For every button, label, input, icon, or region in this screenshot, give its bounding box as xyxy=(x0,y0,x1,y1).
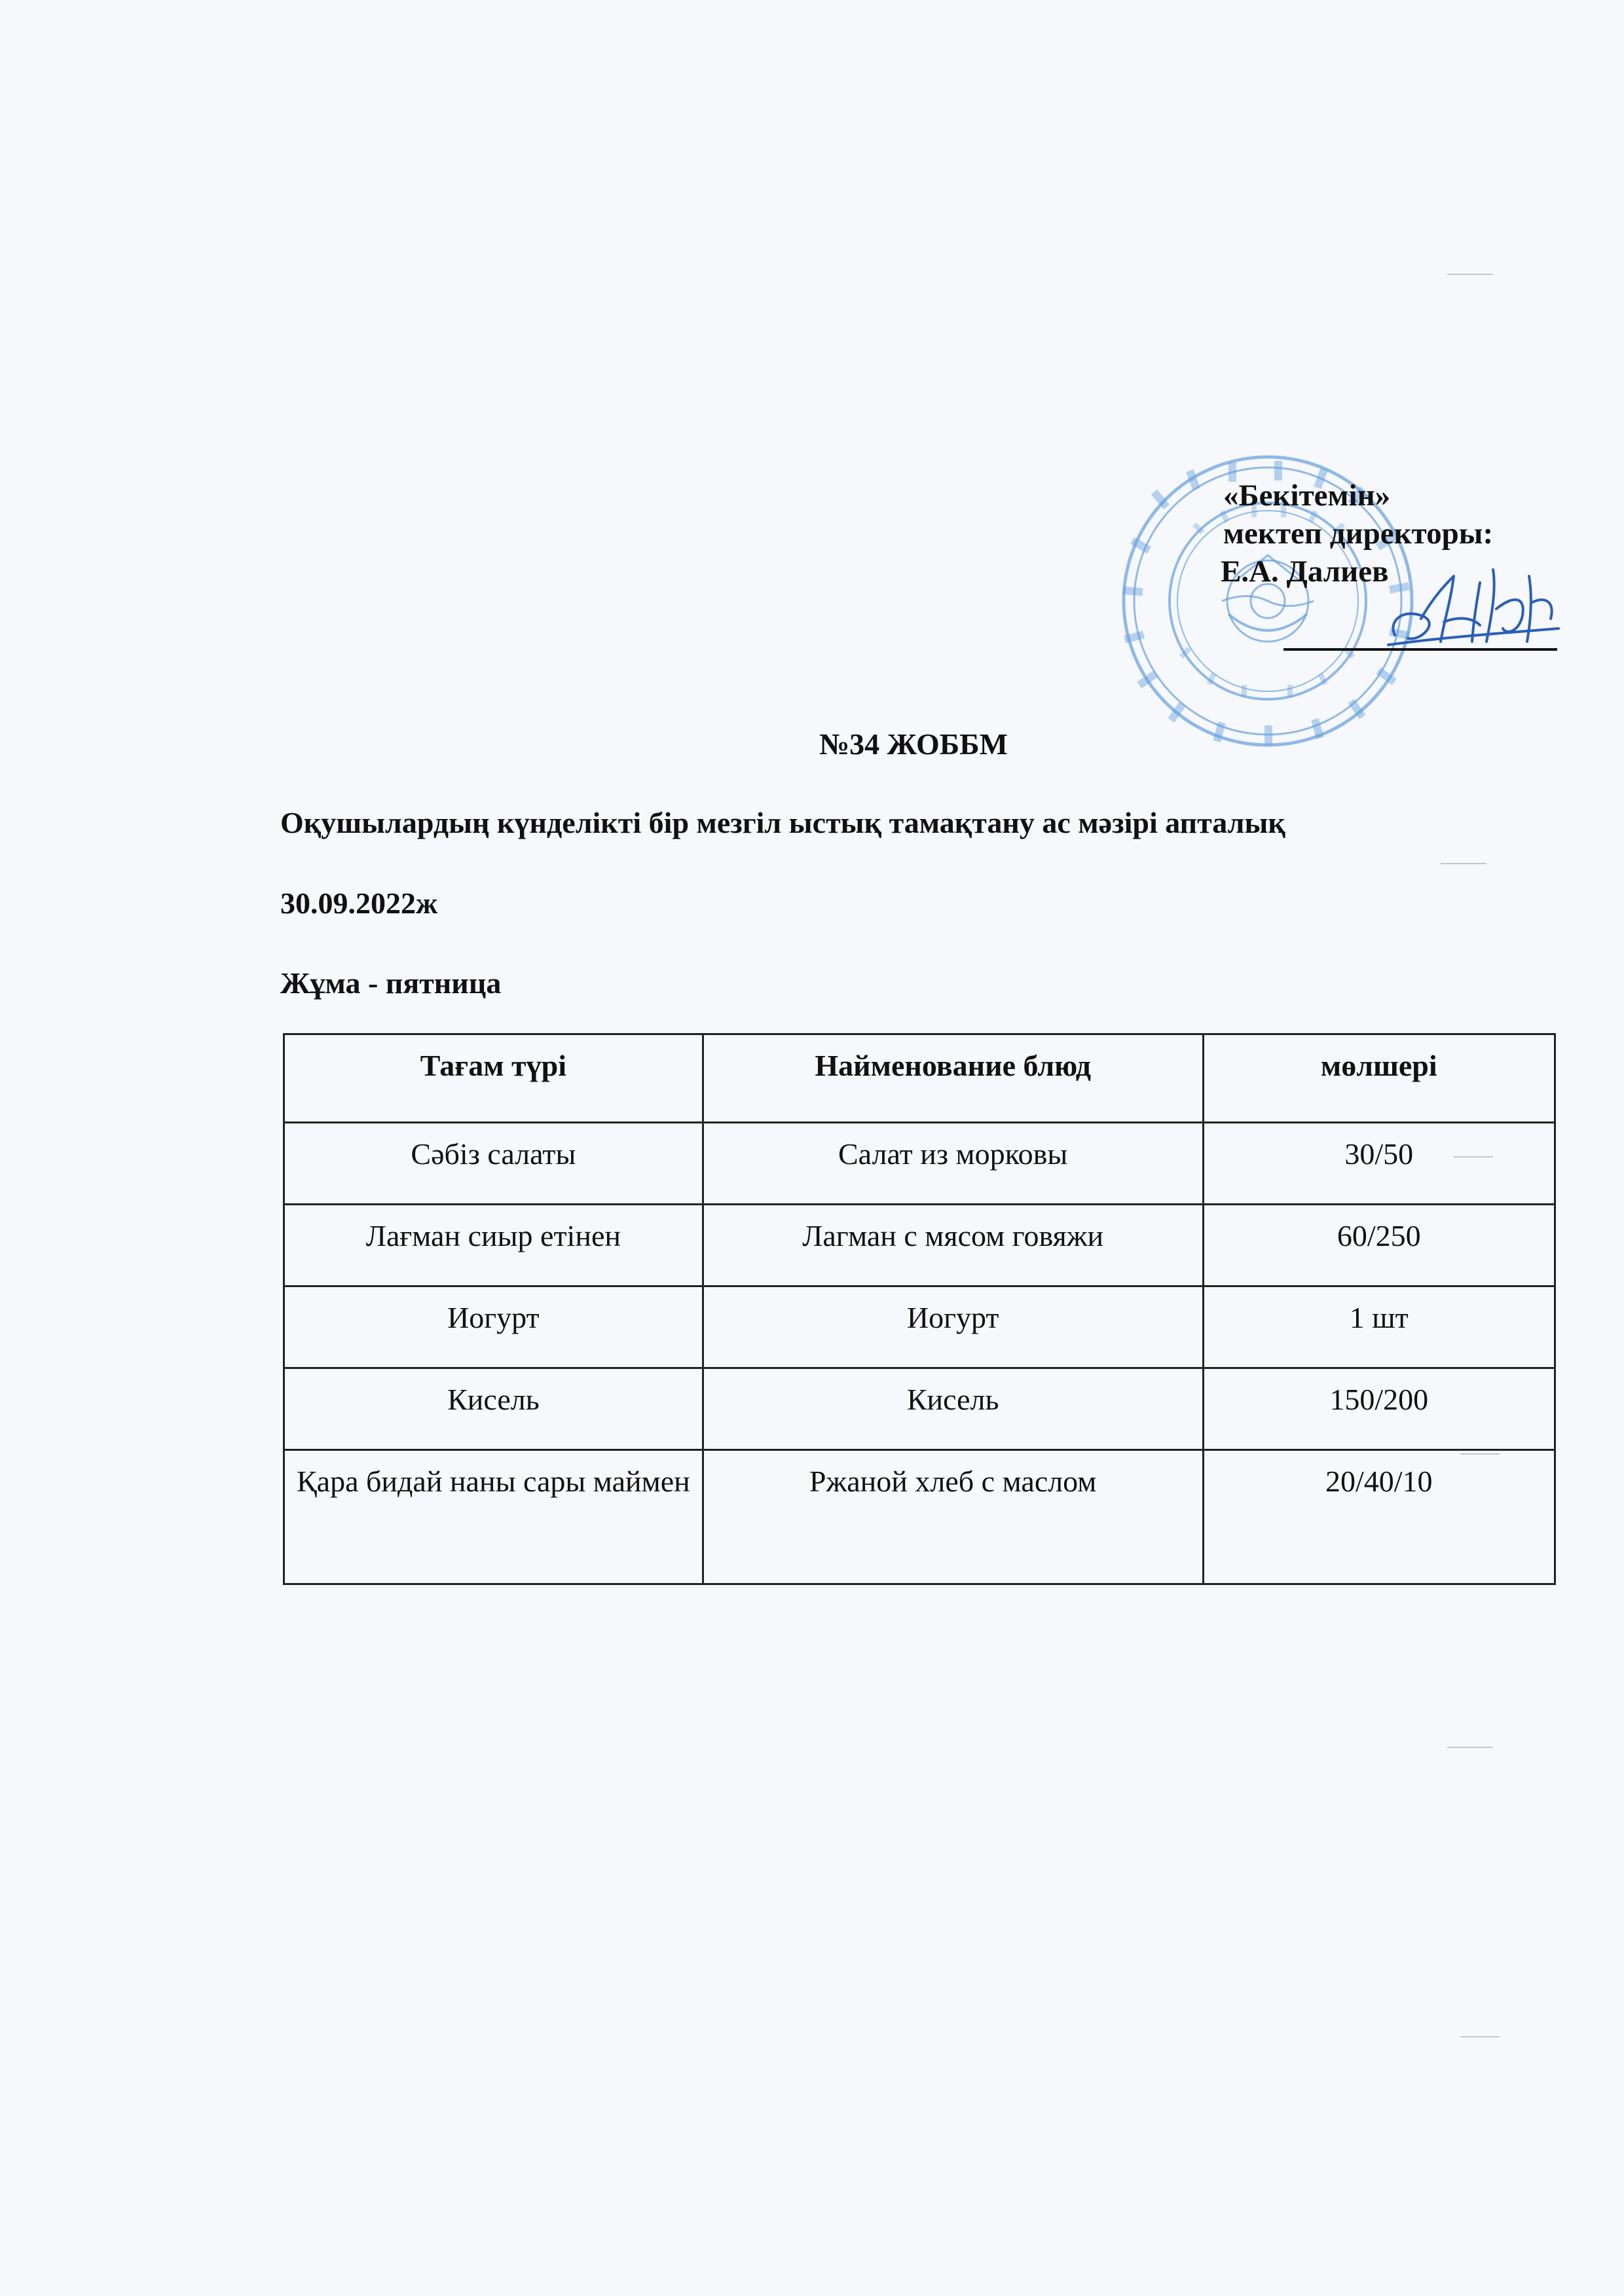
cell-dish-name: Ржаной хлеб с маслом xyxy=(703,1450,1203,1584)
table-row xyxy=(284,1286,1555,1368)
handwritten-signature xyxy=(1382,556,1565,655)
menu-day: Жұма - пятница xyxy=(280,966,502,1000)
table-header-row xyxy=(284,1034,1555,1123)
table-row xyxy=(284,1450,1555,1584)
menu-title: Оқушылардың күнделікті бір мезгіл ыстық тамақтану ас мәзірі апталық xyxy=(280,806,1285,839)
cell-dish-name: Кисель xyxy=(703,1368,1203,1450)
cell-dish-name: Иогурт xyxy=(703,1286,1203,1368)
cell-portion: 30/50 xyxy=(1203,1123,1555,1205)
cell-dish-name: Лагман с мясом говяжи xyxy=(703,1205,1203,1286)
table-row xyxy=(284,1123,1555,1205)
table-row xyxy=(284,1368,1555,1450)
cell-dish-name: Салат из морковы xyxy=(703,1123,1203,1205)
header-portion: мөлшері xyxy=(1203,1034,1555,1123)
cell-dish-type: Кисель xyxy=(284,1368,703,1450)
scan-speck xyxy=(1447,274,1493,275)
header-dish-name: Найменование блюд xyxy=(703,1034,1203,1123)
school-name: №34 ЖОББМ xyxy=(819,727,1008,761)
menu-table xyxy=(283,1033,1556,1585)
scan-speck xyxy=(1441,863,1486,864)
cell-dish-type: Қара бидай наны сары маймен xyxy=(284,1450,703,1584)
scan-speck xyxy=(1454,1156,1493,1157)
menu-date: 30.09.2022ж xyxy=(280,886,438,920)
approval-heading: «Бекітемін» xyxy=(1223,479,1391,513)
cell-dish-type: Сәбіз салаты xyxy=(284,1123,703,1205)
cell-portion: 20/40/10 xyxy=(1203,1450,1555,1584)
cell-portion: 1 шт xyxy=(1203,1286,1555,1368)
approval-director-name: Е.А. Далиев xyxy=(1221,555,1389,589)
cell-portion: 150/200 xyxy=(1203,1368,1555,1450)
scan-speck xyxy=(1447,1747,1493,1748)
cell-dish-type: Лағман сиыр етінен xyxy=(284,1205,703,1286)
header-dish-type: Тағам түрі xyxy=(284,1034,703,1123)
table-row xyxy=(284,1205,1555,1286)
cell-dish-type: Иогурт xyxy=(284,1286,703,1368)
scan-speck xyxy=(1460,1453,1500,1455)
approval-position: мектеп директоры: xyxy=(1223,517,1494,551)
scan-speck xyxy=(1460,2036,1500,2037)
cell-portion: 60/250 xyxy=(1203,1205,1555,1286)
